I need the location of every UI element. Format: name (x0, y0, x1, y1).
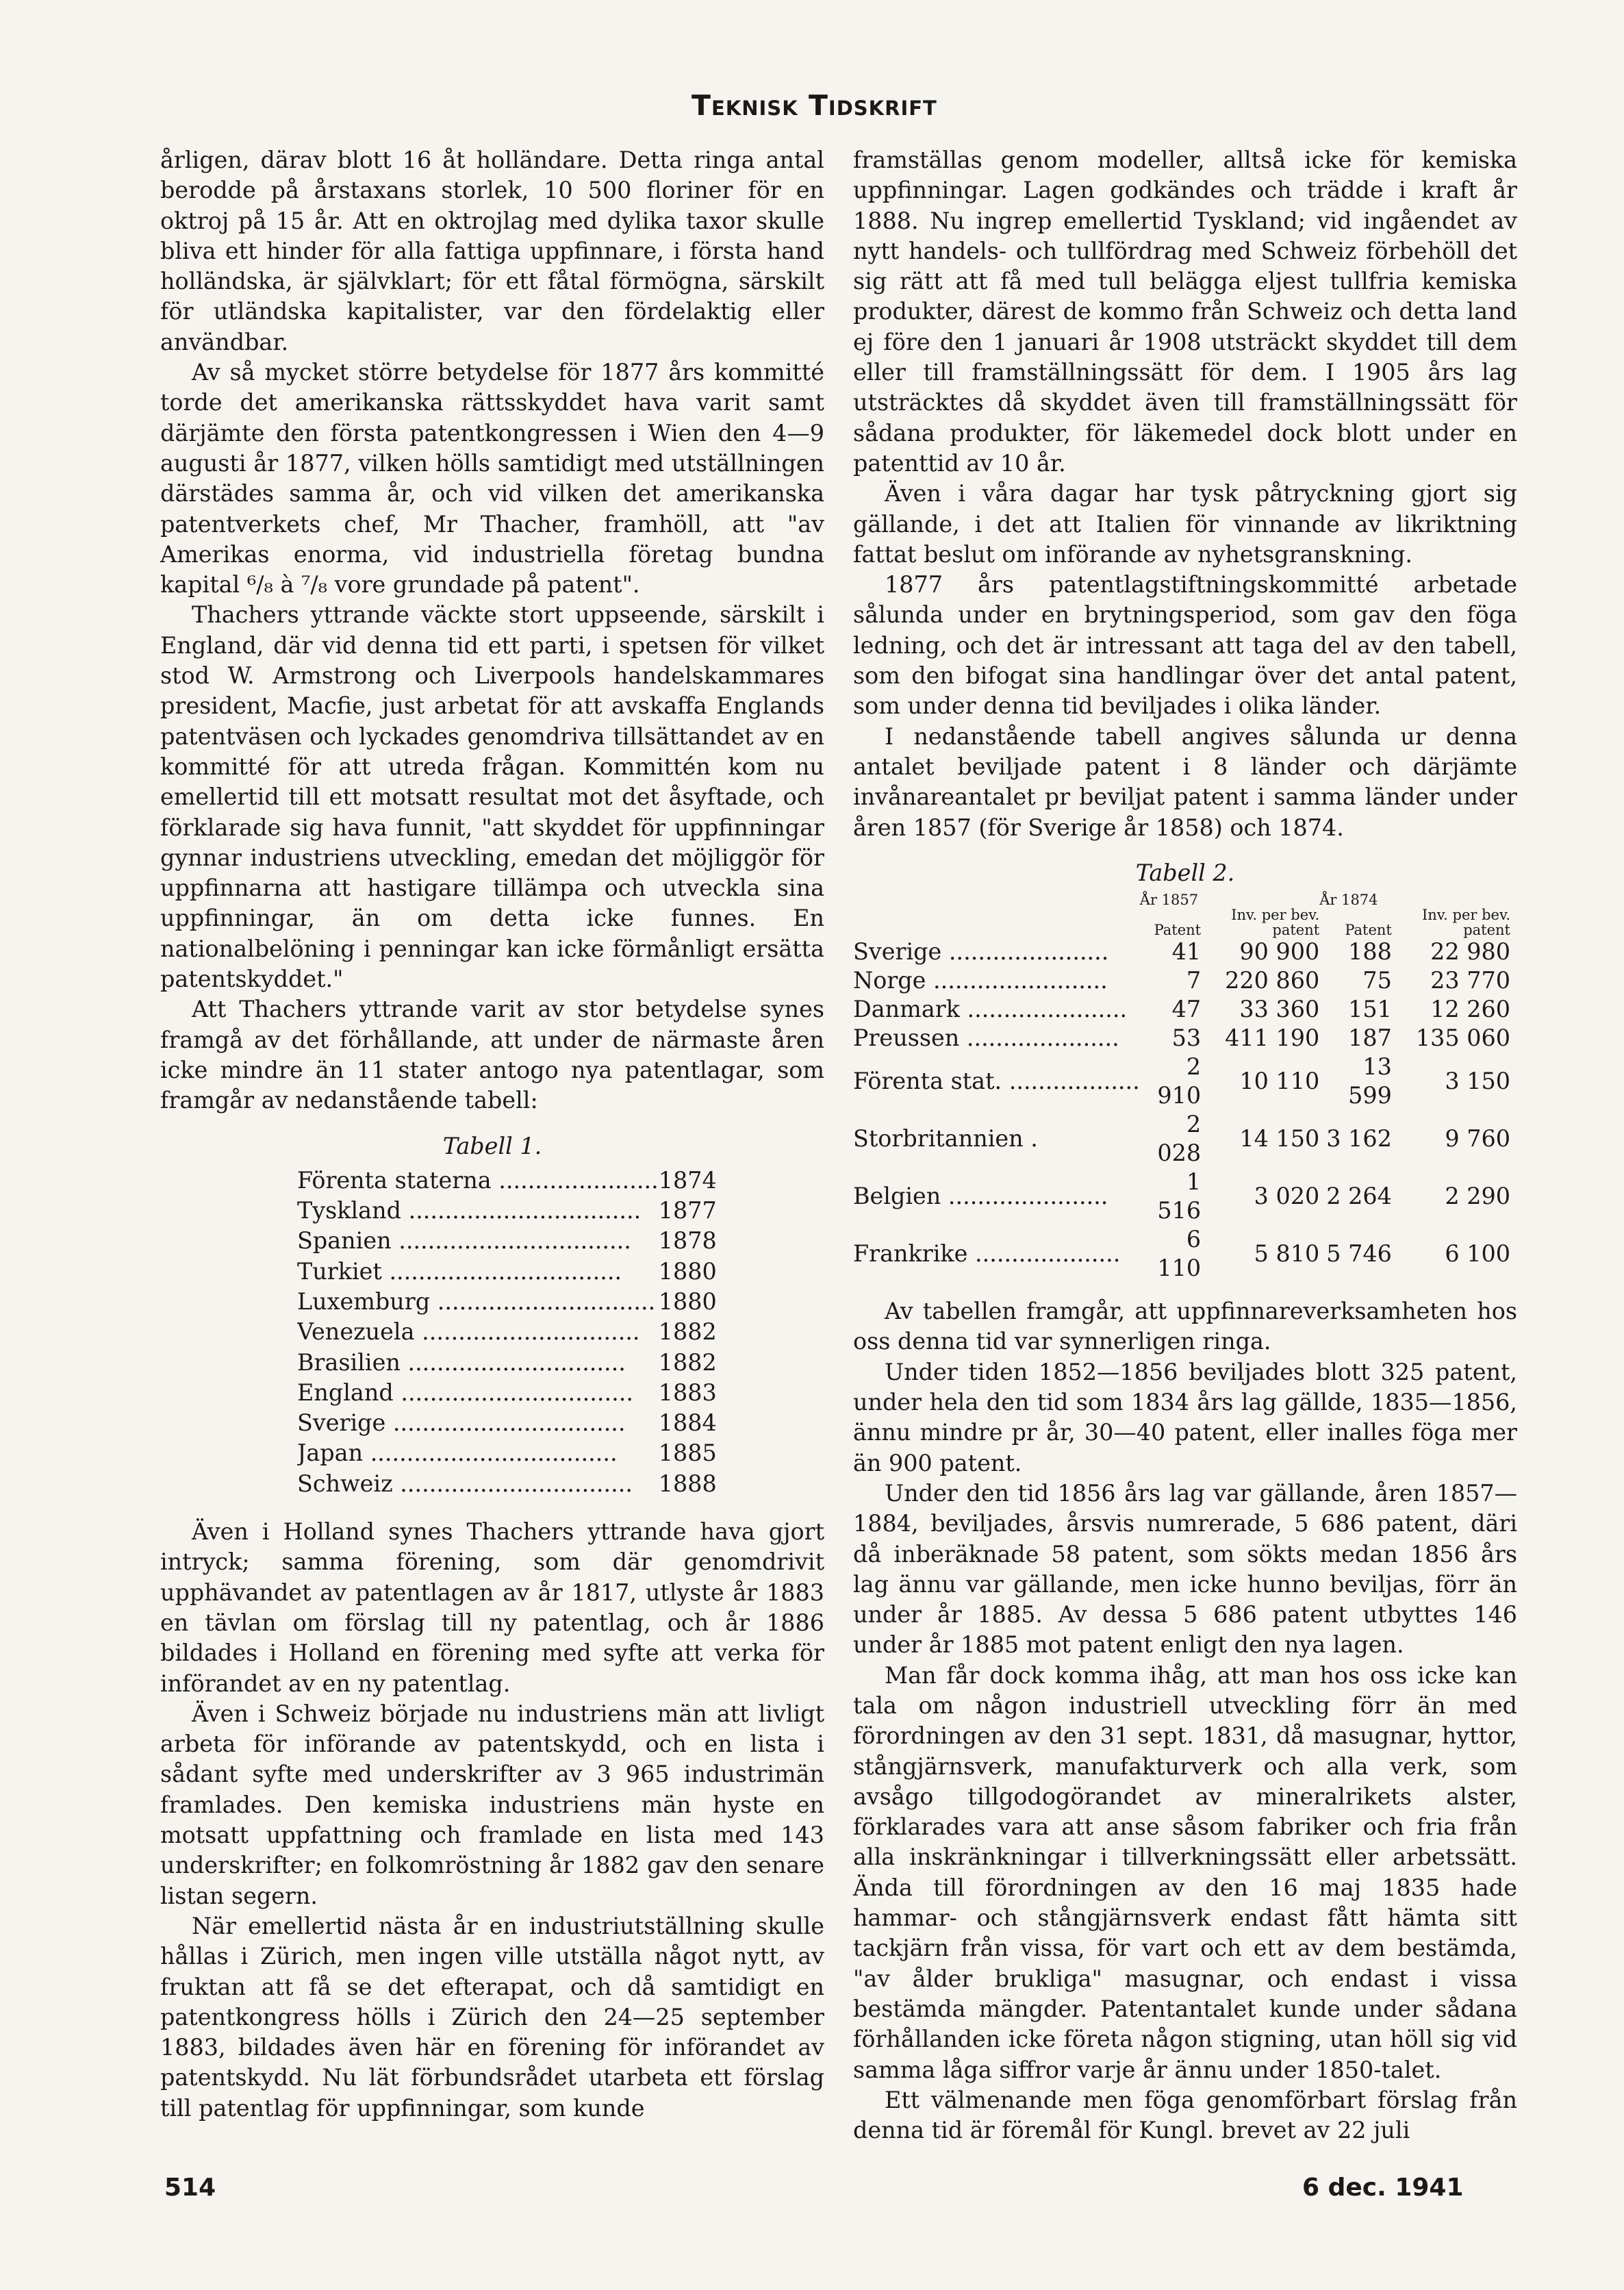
table-cell-country: Sverige ................................ (297, 1409, 626, 1437)
table-cell-country: Venezuela .............................. (297, 1318, 640, 1346)
table2 (853, 892, 1510, 1283)
table-row (853, 938, 1510, 966)
paragraph: Man får dock komma ihåg, att man hos oss icke kan tala om någon industriell utveckling förr än med förordningen av den 31 sept. 1831, då masugnar, hyttor, stångjärnsverk, manufakturverk och alla verk, som avsågo tillgodogörandet av mineralrikets alster, förklarades vara att anse såsom fabriker och fria från alla inskränkningar i tillverkningssätt eller arbetssätt. Ända till förordningen av den 16 maj 1835 hade hammar- och stångjärnsverk endast fått hämta sitt tackjärn från vissa, för vart och ett av dem bestämda, "av ålder brukliga" masugnar, och endast i vissa bestämda mängder. Patentantalet kunde under sådana förhållanden icke företa någon stigning, utan höll sig vid samma låga siffror varje år ännu under 1850-talet. (853, 1661, 1517, 2083)
table-cell-value: 2 028 (1157, 1111, 1202, 1167)
table-cell-country: Förenta stat. .................. (853, 1068, 1140, 1095)
paragraph: Under tiden 1852—1856 beviljades blott 325 patent, under hela den tid som 1834 års lag gällde, 1835—1856, ännu mindre pr år, 30—40 patent, eller inalles föga mer än 900 patent. (853, 1358, 1517, 1476)
table-row (297, 1348, 717, 1378)
table-row (297, 1469, 717, 1499)
table-cell-value: 10 110 (1239, 1068, 1320, 1095)
table-header-patent: Patent (1345, 922, 1392, 939)
table-cell-country: Schweiz ................................ (297, 1470, 633, 1497)
paragraph: Även i våra dagar har tysk påtryckning gjort sig gällande, i det att Italien för vinnande av likriktning fattat beslut om införande av nyhetsgranskning. (853, 480, 1517, 568)
table-cell-value: 75 (1362, 967, 1392, 994)
table-cell-year: 1885 (658, 1439, 717, 1467)
paragraph: I nedanstående tabell angives sålunda ur denna antalet beviljade patent i 8 länder och därjämte invånareantalet pr beviljat patent i samma länder under åren 1857 (för Sverige år 1858) och 1874. (853, 722, 1517, 841)
table-cell-year: 1883 (658, 1379, 717, 1406)
table-cell-country: Belgien ...................... (853, 1183, 1108, 1210)
table1 (297, 1166, 717, 1499)
table-cell-country: Japan .................................. (297, 1439, 618, 1467)
table-row (297, 1196, 717, 1226)
table-cell-country: Tyskland ................................ (297, 1197, 642, 1224)
paragraph: 1877 års patentlagstiftningskommitté arbetade sålunda under en brytningsperiod, som gav den föga ledning, och det är intressant att taga del av den tabell, som den bifogat sina handlingar över det antal patent, som under denna tid beviljades i olika länder. (853, 571, 1517, 720)
journal-masthead: Teknisk Tidskrift (692, 89, 937, 122)
table-cell-value: 3 162 (1326, 1125, 1392, 1153)
paragraph: Av tabellen framgår, att uppfinnareverksamheten hos oss denna tid var synnerligen ringa. (853, 1298, 1517, 1355)
table-cell-value: 5 810 (1254, 1240, 1320, 1268)
table-header-row (853, 892, 1510, 907)
table-cell-country: Spanien ................................ (297, 1227, 631, 1255)
table-cell-year: 1882 (658, 1318, 717, 1346)
table-cell-country: Danmark ...................... (853, 996, 1128, 1023)
table-cell-value: 90 900 (1239, 938, 1320, 966)
table-cell-year: 1880 (658, 1257, 717, 1285)
table-cell-year: 1880 (658, 1287, 717, 1315)
table-cell-year: 1884 (658, 1409, 717, 1437)
table-cell-value: 47 (1171, 996, 1202, 1023)
table-cell-value: 33 360 (1239, 996, 1320, 1023)
table-cell-year: 1874 (658, 1166, 717, 1194)
table-row (297, 1257, 717, 1287)
table-cell-value: 2 290 (1445, 1183, 1510, 1210)
paragraph: årligen, därav blott 16 åt holländare. Detta ringa antal berodde på årstaxans storlek, 10 500 floriner för en oktroj på 15 år. Att en oktrojlag med dylika taxor skulle bliva ett hinder för alla fattiga uppfinnare, i första hand holländska, är självklart; för ett fåtal förmögna, särskilt för utländska kapitalister, var den fördelaktig eller användbar. (160, 147, 824, 355)
table-cell-value: 3 150 (1445, 1068, 1510, 1095)
table-cell-value: 2 910 (1157, 1053, 1202, 1109)
table-header-inv: Inv. per bev. patent (1231, 907, 1320, 939)
table-cell-value: 135 060 (1415, 1024, 1510, 1052)
table-cell-year: 1877 (658, 1197, 717, 1224)
table-header-blank (853, 892, 1140, 907)
table-cell-country: Preussen ..................... (853, 1024, 1119, 1052)
table-cell-country: Storbritannien . (853, 1125, 1038, 1153)
table-cell-country: Frankrike .................... (853, 1240, 1121, 1268)
table-row (853, 1024, 1510, 1053)
table-row (853, 1168, 1510, 1225)
table-header-row (853, 907, 1510, 938)
table-cell-country: Norge ........................ (853, 967, 1108, 994)
paragraph: Även i Holland synes Thachers yttrande hava gjort intryck; samma förening, som där genomdrivit upphävandet av patentlagen av år 1817, utlyste år 1883 en tävlan om förslag till ny patentlag, och år 1886 bildades i Holland en förening med syfte att verka för införandet av en ny patentlag. (160, 1518, 824, 1697)
table-cell-value: 411 190 (1225, 1024, 1320, 1052)
table1-caption: Tabell 1. (442, 1132, 542, 1159)
table-cell-value: 187 (1348, 1024, 1392, 1052)
table-cell-value: 13 599 (1348, 1053, 1392, 1109)
table-header-blank (853, 907, 1140, 938)
table-cell-value: 188 (1348, 938, 1392, 966)
table-cell-value: 6 110 (1157, 1226, 1202, 1282)
table-cell-country: England ................................ (297, 1379, 633, 1406)
left-column (160, 145, 824, 2124)
right-column (853, 145, 1517, 2146)
table-row (297, 1378, 717, 1408)
table-cell-value: 14 150 (1239, 1125, 1320, 1153)
table-cell-value: 220 860 (1225, 967, 1320, 994)
table-cell-year: 1878 (658, 1227, 717, 1255)
table-cell-value: 3 020 (1254, 1183, 1320, 1210)
table-row (297, 1166, 717, 1196)
table-row (297, 1408, 717, 1438)
table-row (853, 966, 1510, 995)
table-row (297, 1317, 717, 1347)
table-cell-value: 2 264 (1326, 1183, 1392, 1210)
table-header-year-1874: År 1874 (1319, 892, 1378, 909)
paragraph: Även i Schweiz började nu industriens män att livligt arbeta för införande av patentskydd, och en lista i sådant syfte med underskrifter av 3 965 industrimän framlades. Den kemiska industriens män hyste en motsatt uppfattning och framlade en lista med 143 underskrifter; en folkomröstning år 1882 gav den senare listan segern. (160, 1700, 824, 1909)
table-cell-value: 41 (1171, 938, 1202, 966)
table-cell-value: 1 516 (1157, 1168, 1202, 1224)
table-cell-value: 12 260 (1430, 996, 1510, 1023)
table-row (853, 1225, 1510, 1283)
table-row (853, 1053, 1510, 1110)
table-cell-country: Luxemburg .............................. (297, 1287, 656, 1315)
table-row (297, 1287, 717, 1317)
table-cell-value: 151 (1348, 996, 1392, 1023)
table-header-patent: Patent (1154, 922, 1202, 939)
table-cell-value: 53 (1171, 1024, 1202, 1052)
table-row (853, 995, 1510, 1024)
table-cell-value: 5 746 (1326, 1240, 1392, 1268)
table-cell-country: Brasilien .............................. (297, 1348, 626, 1376)
table-cell-value: 23 770 (1430, 967, 1510, 994)
table-cell-country: Förenta staterna ...................... (297, 1166, 659, 1194)
table-cell-value: 22 980 (1430, 938, 1510, 966)
table-header-inv: Inv. per bev. patent (1421, 907, 1510, 939)
paragraph: Ett välmenande men föga genomförbart förslag från denna tid är föremål för Kungl. brevet av 22 juli (853, 2086, 1517, 2144)
table-cell-value: 9 760 (1445, 1125, 1510, 1153)
paragraph: framställas genom modeller, alltså icke för kemiska uppfinningar. Lagen godkändes och trädde i kraft år 1888. Nu ingrep emellertid Tyskland; vid ingåendet av nytt handels- och tullfördrag med Schweiz förbehöll det sig rätt att få med tull belägga eljest tullfria kemiska produkter, därest de kommo från Schweiz och detta land ej före den 1 januari år 1908 utsträckt skyddet till dem eller till framställningssätt för dem. I 1905 års lag utsträcktes då skyddet även till framställningssätt för sådana produkter, för läkemedel dock blott under en patenttid av 10 år. (853, 147, 1517, 477)
table-header-year-1857: År 1857 (1139, 892, 1199, 909)
paragraph: Thachers yttrande väckte stort uppseende, särskilt i England, där vid denna tid ett parti, i spetsen för vilket stod W. Armstrong och Liverpools handelskammares president, Macfie, just arbetat för att avskaffa Englands patentväsen och lyckades genomdriva tillsättandet av en kommitté för att utreda frågan. Kommittén kom nu emellertid till ett motsatt resultat mot det åsyftade, och förklarade sig hava funnit, "att skyddet för uppfinningar gynnar industriens utveckling, emedan det möjliggör för uppfinnarna att hastigare tillämpa och utveckla sina uppfinningar, än om detta icke funnes. En nationalbelöning i penningar kan icke förmånligt ersätta patentskyddet." (160, 601, 824, 993)
table-cell-value: 6 100 (1445, 1240, 1510, 1268)
table-row (853, 1110, 1510, 1168)
table-cell-year: 1888 (658, 1470, 717, 1497)
table-cell-year: 1882 (658, 1348, 717, 1376)
table-row (297, 1226, 717, 1256)
page-number: 514 (164, 2174, 216, 2202)
table-row (297, 1438, 717, 1468)
issue-date: 6 dec. 1941 (1302, 2174, 1464, 2202)
table-cell-value: 7 (1186, 967, 1202, 994)
paragraph: Av så mycket större betydelse för 1877 års kommitté torde det amerikanska rättsskyddet hava varit samt därjämte den första patentkongressen i Wien den 4—9 augusti år 1877, vilken hölls samtidigt med utställningen därstädes samma år, och vid vilken det amerikanska patentverkets chef, Mr Thacher, framhöll, att "av Amerikas enorma, vid industriella företag bundna kapital ⁶/₈ à ⁷/₈ vore grundade på patent". (160, 359, 824, 599)
table2-caption: Tabell 2. (1135, 859, 1235, 886)
paragraph: När emellertid nästa år en industriutställning skulle hållas i Zürich, men ingen ville utställa något nytt, av fruktan att få se det efterapat, och då samtidigt en patentkongress hölls i Zürich den 24—25 september 1883, bildades även här en förening för införandet av patentskydd. Nu lät förbundsrådet utarbeta ett förslag till patentlag för uppfinningar, som kunde (160, 1912, 824, 2122)
table-cell-country: Turkiet ................................ (297, 1257, 622, 1285)
paragraph: Att Thachers yttrande varit av stor betydelse synes framgå av det förhållande, att under de närmaste åren icke mindre än 11 stater antogo nya patentlagar, som framgår av nedanstående tabell: (160, 996, 824, 1114)
table-cell-country: Sverige ...................... (853, 938, 1109, 966)
paragraph: Under den tid 1856 års lag var gällande, åren 1857—1884, beviljades, årsvis numrerade, 5 686 patent, däri då inberäknade 58 patent, som sökts medan 1856 års lag ännu var gällande, men icke hunno beviljas, förr än under år 1885. Av dessa 5 686 patent utbyttes 146 under år 1885 mot patent enligt den nya lagen. (853, 1479, 1517, 1659)
